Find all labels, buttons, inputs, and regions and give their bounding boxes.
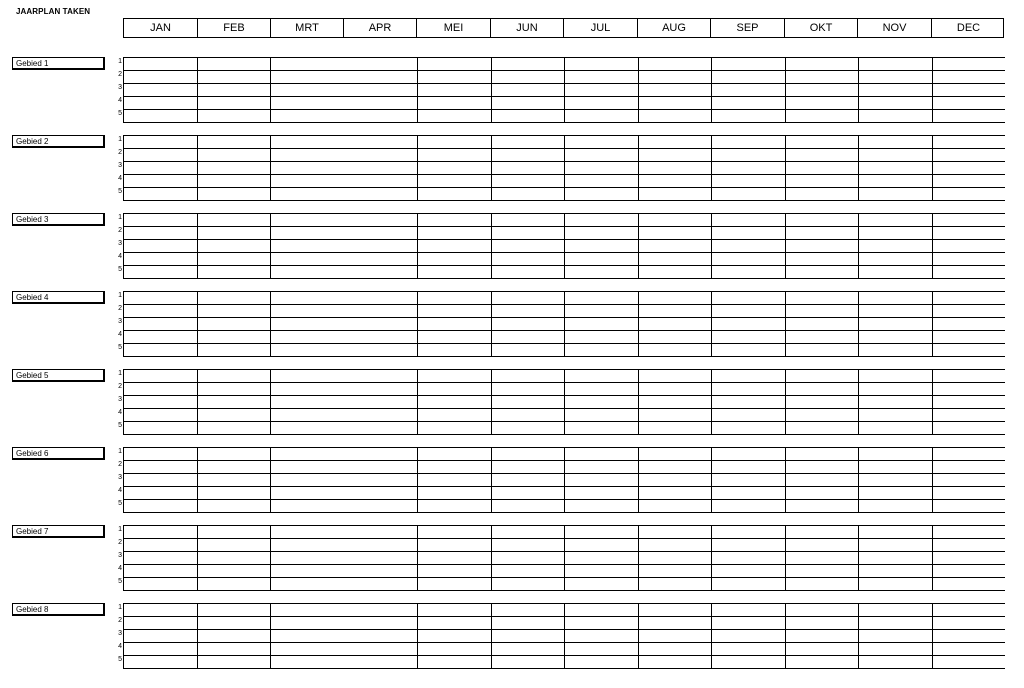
grid-column-line: [785, 291, 786, 357]
grid-column-line: [932, 603, 933, 669]
grid-column-line: [270, 57, 271, 123]
grid-column-line: [197, 603, 198, 669]
month-header-10: OKT: [785, 19, 858, 37]
grid-column-line: [197, 525, 198, 591]
grid-column-line: [270, 213, 271, 279]
month-header-3: MRT: [271, 19, 344, 37]
grid-column-line: [491, 135, 492, 201]
grid-column-line: [564, 57, 565, 123]
grid-column-line: [197, 57, 198, 123]
row-number: 1: [118, 214, 122, 221]
area-block-5: [0, 369, 1024, 435]
row-number: 5: [118, 110, 122, 117]
grid-column-line: [417, 447, 418, 513]
row-number: 2: [118, 305, 122, 312]
grid-column-line: [270, 447, 271, 513]
row-number: 1: [118, 136, 122, 143]
month-header-6: JUN: [491, 19, 564, 37]
grid-column-line: [858, 525, 859, 591]
area-block-7: [0, 525, 1024, 591]
area-label: Gebied 6: [12, 447, 105, 460]
grid-column-line: [417, 525, 418, 591]
grid-column-line: [858, 213, 859, 279]
grid-column-line: [638, 135, 639, 201]
row-number: 4: [118, 565, 122, 572]
grid-column-line: [638, 213, 639, 279]
grid-column-line: [638, 603, 639, 669]
grid-column-line: [932, 57, 933, 123]
month-header-12: DEC: [956, 22, 981, 34]
grid-column-line: [858, 291, 859, 357]
grid-column-line: [932, 213, 933, 279]
grid-column-line: [638, 291, 639, 357]
grid-column-line: [417, 369, 418, 435]
grid-column-line: [123, 525, 124, 591]
row-number: 5: [118, 344, 122, 351]
row-number: 5: [118, 656, 122, 663]
month-header-row: [123, 18, 1004, 38]
grid-column-line: [123, 369, 124, 435]
area-block-6: [0, 447, 1024, 513]
grid-column-line: [711, 135, 712, 201]
area-grid[interactable]: [123, 525, 1005, 591]
grid-column-line: [417, 57, 418, 123]
row-number: 4: [118, 409, 122, 416]
row-number: 3: [118, 396, 122, 403]
grid-column-line: [417, 291, 418, 357]
row-number: 2: [118, 71, 122, 78]
row-number: 4: [118, 643, 122, 650]
row-number: 4: [118, 175, 122, 182]
page-title: JAARPLAN TAKEN: [16, 7, 91, 16]
grid-column-line: [123, 57, 124, 123]
grid-column-line: [858, 603, 859, 669]
grid-column-line: [785, 213, 786, 279]
grid-column-line: [932, 135, 933, 201]
month-header-9: SEP: [711, 19, 785, 37]
grid-column-line: [785, 525, 786, 591]
area-block-1: [0, 57, 1024, 123]
row-number: 3: [118, 240, 122, 247]
area-label: Gebied 7: [12, 525, 105, 538]
grid-column-line: [785, 447, 786, 513]
area-block-4: [0, 291, 1024, 357]
row-number: 5: [118, 500, 122, 507]
grid-column-line: [123, 135, 124, 201]
row-number: 3: [118, 552, 122, 559]
grid-column-line: [711, 603, 712, 669]
area-label: Gebied 1: [12, 57, 105, 70]
month-header-1: JAN: [124, 19, 198, 37]
area-grid[interactable]: [123, 213, 1005, 279]
row-number: 5: [118, 578, 122, 585]
grid-column-line: [123, 213, 124, 279]
row-number: 3: [118, 318, 122, 325]
grid-column-line: [564, 525, 565, 591]
row-number: 2: [118, 461, 122, 468]
area-block-8: [0, 603, 1024, 669]
grid-column-line: [270, 603, 271, 669]
grid-column-line: [270, 525, 271, 591]
grid-column-line: [858, 369, 859, 435]
grid-column-line: [491, 291, 492, 357]
row-number: 2: [118, 149, 122, 156]
row-number: 5: [118, 266, 122, 273]
row-number: 3: [118, 84, 122, 91]
grid-column-line: [491, 447, 492, 513]
grid-column-line: [932, 291, 933, 357]
month-header-8: AUG: [638, 19, 711, 37]
grid-column-line: [932, 447, 933, 513]
grid-column-line: [711, 57, 712, 123]
row-number: 1: [118, 370, 122, 377]
grid-column-line: [711, 291, 712, 357]
area-label: Gebied 8: [12, 603, 105, 616]
row-number: 2: [118, 227, 122, 234]
grid-column-line: [932, 525, 933, 591]
row-number: 3: [118, 162, 122, 169]
row-number: 2: [118, 383, 122, 390]
grid-column-line: [197, 369, 198, 435]
area-block-3: [0, 213, 1024, 279]
row-number: 2: [118, 539, 122, 546]
row-number: 1: [118, 448, 122, 455]
month-header-4: APR: [344, 19, 417, 37]
grid-column-line: [197, 291, 198, 357]
grid-column-line: [785, 57, 786, 123]
grid-column-line: [197, 447, 198, 513]
grid-column-line: [564, 369, 565, 435]
grid-column-line: [491, 369, 492, 435]
grid-column-line: [785, 135, 786, 201]
area-grid[interactable]: [123, 57, 1005, 123]
grid-column-line: [638, 369, 639, 435]
grid-column-line: [123, 603, 124, 669]
month-header-7: JUL: [564, 19, 638, 37]
row-number: 4: [118, 487, 122, 494]
grid-column-line: [123, 447, 124, 513]
grid-column-line: [638, 447, 639, 513]
grid-column-line: [711, 447, 712, 513]
grid-column-line: [564, 603, 565, 669]
row-number: 5: [118, 188, 122, 195]
area-grid[interactable]: [123, 603, 1005, 669]
grid-column-line: [197, 213, 198, 279]
area-label: Gebied 3: [12, 213, 105, 226]
grid-column-line: [491, 213, 492, 279]
grid-column-line: [491, 603, 492, 669]
grid-column-line: [564, 135, 565, 201]
row-number: 3: [118, 474, 122, 481]
row-number: 4: [118, 97, 122, 104]
grid-column-line: [785, 603, 786, 669]
grid-column-line: [858, 135, 859, 201]
area-grid[interactable]: [123, 447, 1005, 513]
grid-column-line: [491, 57, 492, 123]
grid-column-line: [417, 135, 418, 201]
grid-column-line: [491, 525, 492, 591]
area-label: Gebied 2: [12, 135, 105, 148]
grid-column-line: [711, 213, 712, 279]
area-label: Gebied 5: [12, 369, 105, 382]
area-block-2: [0, 135, 1024, 201]
row-number: 1: [118, 58, 122, 65]
area-grid[interactable]: [123, 135, 1005, 201]
grid-column-line: [711, 525, 712, 591]
row-number: 1: [118, 526, 122, 533]
grid-column-line: [417, 213, 418, 279]
grid-column-line: [564, 213, 565, 279]
row-number: 4: [118, 253, 122, 260]
grid-column-line: [711, 369, 712, 435]
grid-column-line: [932, 369, 933, 435]
row-number: 1: [118, 292, 122, 299]
grid-column-line: [417, 603, 418, 669]
month-header-5: MEI: [417, 19, 491, 37]
grid-column-line: [638, 525, 639, 591]
grid-column-line: [123, 291, 124, 357]
row-number: 2: [118, 617, 122, 624]
grid-column-line: [197, 135, 198, 201]
grid-column-line: [638, 57, 639, 123]
grid-column-line: [785, 369, 786, 435]
area-grid[interactable]: [123, 369, 1005, 435]
grid-column-line: [270, 369, 271, 435]
grid-column-line: [270, 291, 271, 357]
grid-column-line: [564, 291, 565, 357]
row-number: 5: [118, 422, 122, 429]
row-number: 3: [118, 630, 122, 637]
area-label: Gebied 4: [12, 291, 105, 304]
grid-column-line: [858, 57, 859, 123]
area-grid[interactable]: [123, 291, 1005, 357]
row-number: 4: [118, 331, 122, 338]
month-header-2: FEB: [198, 19, 271, 37]
grid-column-line: [270, 135, 271, 201]
month-header-11: NOV: [858, 19, 932, 37]
grid-column-line: [858, 447, 859, 513]
grid-column-line: [564, 447, 565, 513]
row-number: 1: [118, 604, 122, 611]
